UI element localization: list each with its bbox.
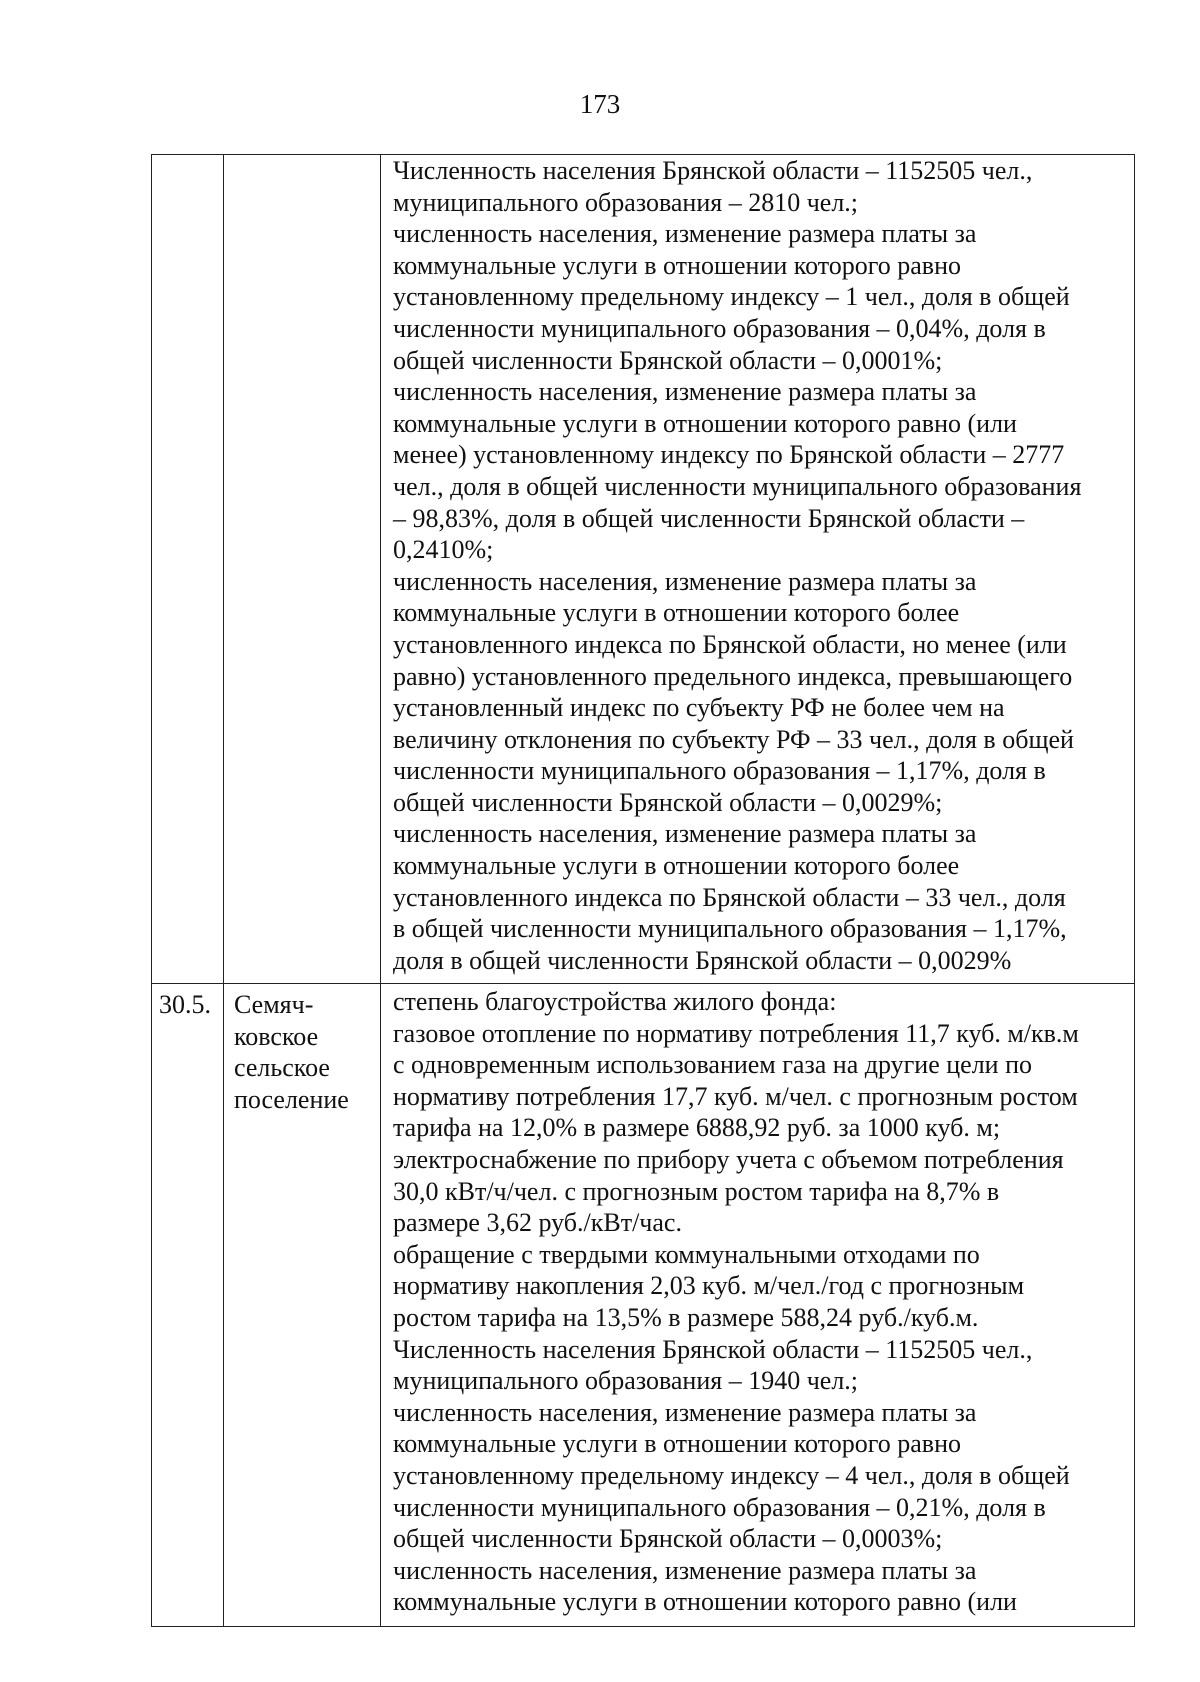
row-number-cell <box>152 155 224 984</box>
row-number <box>152 155 223 160</box>
description-paragraph: численность населения, изменение размера платы за коммунальные услуги в отношении которого равно (или менее) установленному индексу по Брянской области – 2777 чел., доля в общей численности муниципального образования – 98,83%, доля в общей численности Брянской области – 0,2410%; <box>393 377 1082 565</box>
table-row <box>152 155 1135 984</box>
description-paragraph: электроснабжение по прибору учета с объемом потребления 30,0 кВт/ч/чел. с прогнозным ростом тарифа на 8,7% в размере 3,62 руб./кВт/час. <box>393 1144 1064 1238</box>
description-paragraph: обращение с твердыми коммунальными отходами по нормативу накопления 2,03 куб. м/чел./год с прогнозным ростом тарифа на 13,5% в размере 588,24 руб./куб.м. <box>393 1239 1025 1332</box>
description-paragraph: численность населения, изменение размера платы за коммунальные услуги в отношении которого равно установленному предельному индексу – 4 чел., доля в общей численности муниципального образования – 0,21%, доля в общей численности Брянской области – 0,0003%; <box>393 1397 1070 1554</box>
description-paragraph: численность населения, изменение размера платы за коммунальные услуги в отношении которого более установленного индекса по Брянской области, но менее (или равно) установленного предельного индекса, превышающего установленный индекс по субъекту РФ не более чем на величину отклонения по субъекту РФ – 33 чел., доля в общей численности муниципального образования – 1,17%, доля в общей численности Брянской области – 0,0029%; <box>393 566 1074 817</box>
description-paragraph: численность населения, изменение размера платы за коммунальные услуги в отношении которого равно (или <box>393 1555 1017 1617</box>
description-paragraph: численность населения, изменение размера платы за коммунальные услуги в отношении которого равно установленному предельному индексу – 1 чел., доля в общей численности муниципального образования – 0,04%, доля в общей численности Брянской области – 0,0001%; <box>393 219 1070 375</box>
description-paragraph: Численность населения Брянской области – 1152505 чел., муниципального образования – 1940 чел.; <box>393 1334 1033 1396</box>
description-cell <box>381 155 1135 984</box>
row-number-cell <box>152 984 224 1627</box>
table-row <box>152 984 1135 1627</box>
municipality-name-cell <box>224 155 381 984</box>
description-paragraph: газовое отопление по нормативу потребления 11,7 куб. м/кв.м с одновременным использованием газа на другие цели по нормативу потребления 17,7 куб. м/чел. с прогнозным ростом тарифа на 12,0% в размере 6888,92 руб. за 1000 куб. м; <box>393 1018 1079 1143</box>
description-paragraph: численность населения, изменение размера платы за коммунальные услуги в отношении которого более установленного индекса по Брянской области – 33 чел., доля в общей численности муниципального образования – 1,17%, доля в общей численности Брянской области – 0,0029% <box>393 819 1067 975</box>
description-paragraph: Численность населения Брянской области – 1152505 чел., муниципального образования – 2810 чел.; <box>393 156 1033 217</box>
document-table <box>151 154 1135 1627</box>
description-cell <box>381 984 1135 1627</box>
municipality-name-cell <box>224 984 381 1627</box>
description-paragraph: степень благоустройства жилого фонда: <box>393 987 837 1016</box>
page-number: 173 <box>579 89 621 119</box>
row-number: 30.5. <box>159 990 211 1019</box>
municipality-name: Семяч- ковское сельское поселение <box>234 990 349 1114</box>
municipality-name <box>224 155 380 160</box>
